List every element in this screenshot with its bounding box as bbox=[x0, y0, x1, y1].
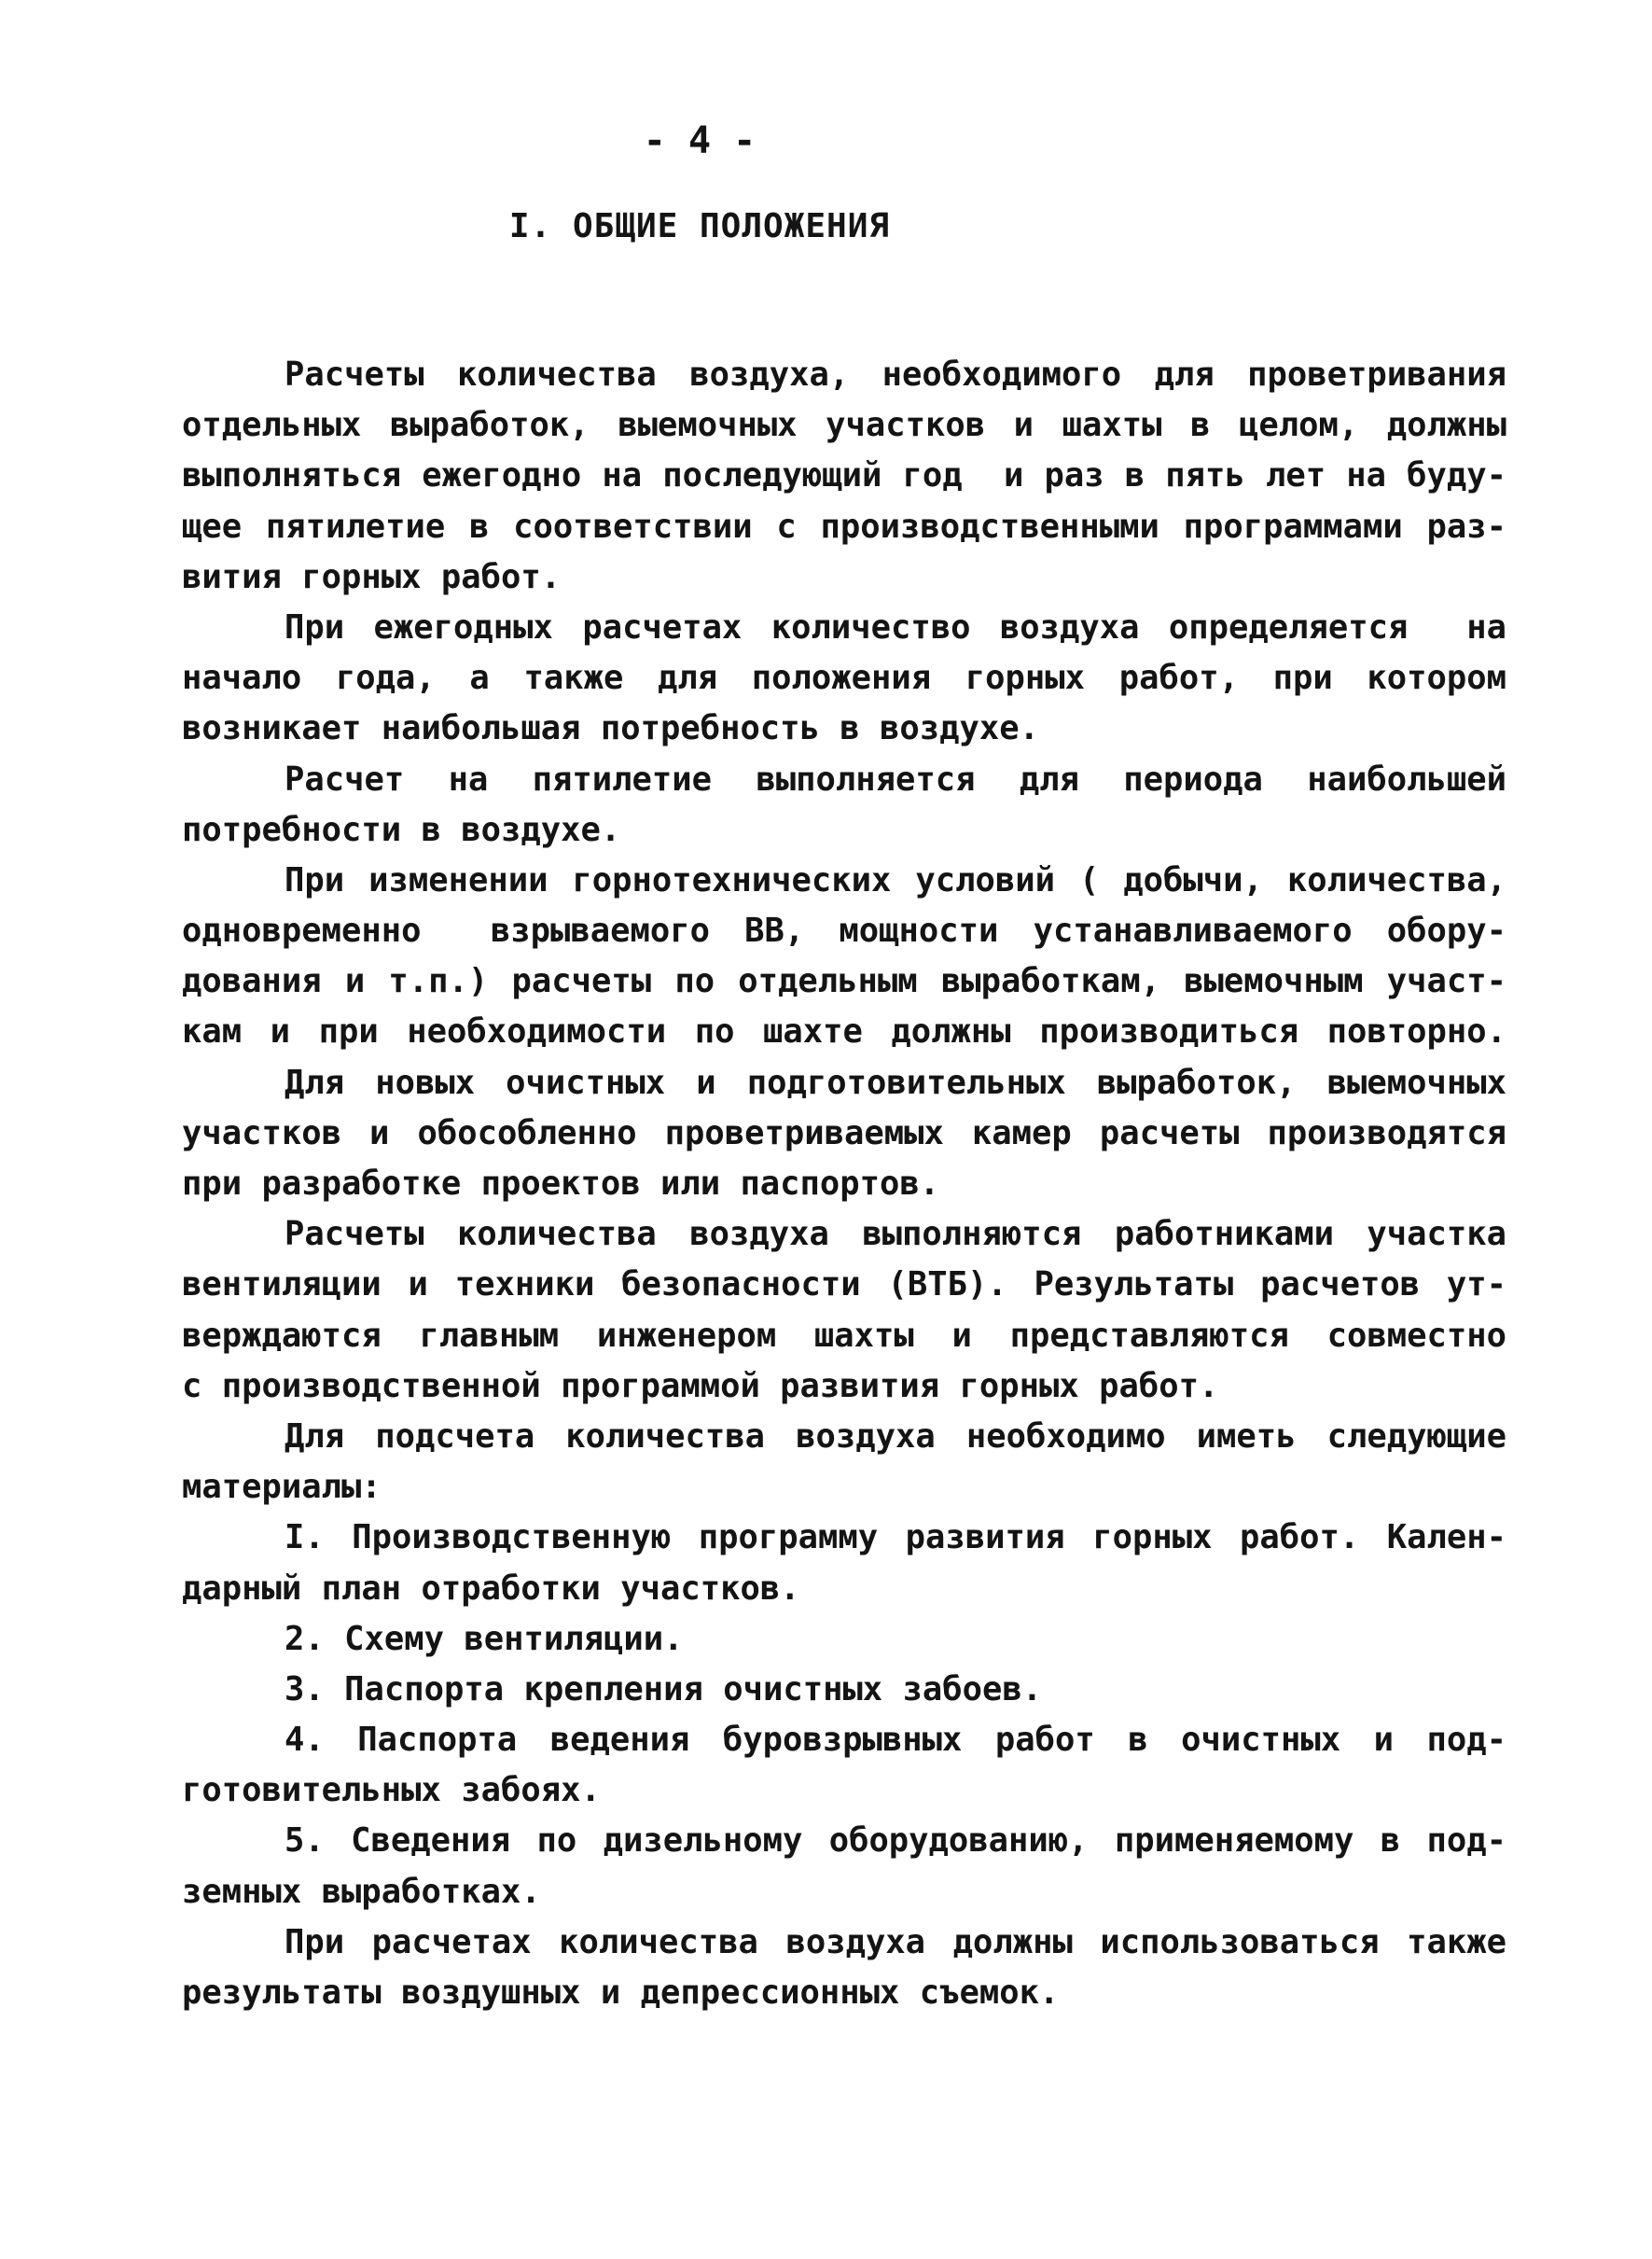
text-line: I. Производственную программу развития горных работ. Кален- bbox=[285, 1518, 1506, 1557]
page-number: - 4 - bbox=[643, 119, 757, 162]
text-line: Расчет на пятилетие выполняется для периода наибольшей bbox=[285, 760, 1506, 799]
text-line: дования и т.п.) расчеты по отдельным выработкам, выемочным участ- bbox=[182, 962, 1506, 1001]
text-line: При изменении горнотехнических условий ( добычи, количества, bbox=[285, 860, 1506, 899]
text-line: щее пятилетие в соответствии с производственными программами раз- bbox=[182, 507, 1506, 546]
text-line: кам и при необходимости по шахте должны производиться повторно. bbox=[182, 1012, 1506, 1052]
section-heading: I. ОБЩИЕ ПОЛОЖЕНИЯ bbox=[508, 207, 891, 245]
text-line: участков и обособленно проветриваемых камер расчеты производятся bbox=[182, 1113, 1506, 1152]
text-line: 2. Схему вентиляции. bbox=[285, 1619, 684, 1658]
text-line: При расчетах количества воздуха должны использоваться также bbox=[285, 1922, 1506, 1961]
text-line: потребности в воздухе. bbox=[182, 810, 621, 849]
text-line: 5. Сведения по дизельному оборудованию, применяемому в под- bbox=[285, 1821, 1506, 1861]
text-line: готовительных забоях. bbox=[182, 1771, 601, 1810]
body-text bbox=[182, 350, 1506, 2018]
text-line: Расчеты количества воздуха выполняются работниками участка bbox=[285, 1215, 1506, 1254]
text-line: результаты воздушных и депрессионных съемок. bbox=[182, 1973, 1060, 2012]
text-line: Для подсчета количества воздуха необходимо иметь следующие bbox=[285, 1416, 1506, 1456]
text-line: дарный план отработки участков. bbox=[182, 1569, 800, 1608]
text-line: Расчеты количества воздуха, необходимого для проветривания bbox=[285, 356, 1506, 394]
text-line: Для новых очистных и подготовительных выработок, выемочных bbox=[285, 1063, 1506, 1102]
text-line: земных выработках. bbox=[182, 1872, 541, 1911]
text-line: материалы: bbox=[182, 1468, 382, 1507]
text-line: вития горных работ. bbox=[182, 557, 562, 596]
text-line: одновременно взрываемого ВВ, мощности устанавливаемого обору- bbox=[182, 912, 1506, 951]
text-line: выполняться ежегодно на последующий год и раз в пять лет на буду- bbox=[182, 456, 1506, 495]
text-line: вентиляции и техники безопасности (ВТБ). Результаты расчетов ут- bbox=[182, 1265, 1506, 1304]
text-line: При ежегодных расчетах количество воздуха определяется на bbox=[285, 607, 1506, 647]
text-line: 3. Паспорта крепления очистных забоев. bbox=[285, 1669, 1043, 1708]
text-line: отдельных выработок, выемочных участков и шахты в целом, должны bbox=[182, 406, 1506, 445]
text-line: начало года, а также для положения горных работ, при котором bbox=[182, 659, 1506, 698]
text-line: 4. Паспорта ведения буровзрывных работ в очистных и под- bbox=[285, 1721, 1506, 1760]
text-line: с производственной программой развития горных работ. bbox=[182, 1366, 1219, 1405]
text-line: при разработке проектов или паспортов. bbox=[182, 1164, 940, 1203]
text-line: возникает наибольшая потребность в воздухе. bbox=[182, 709, 1040, 748]
text-line: верждаются главным инженером шахты и представляются совместно bbox=[182, 1316, 1506, 1355]
